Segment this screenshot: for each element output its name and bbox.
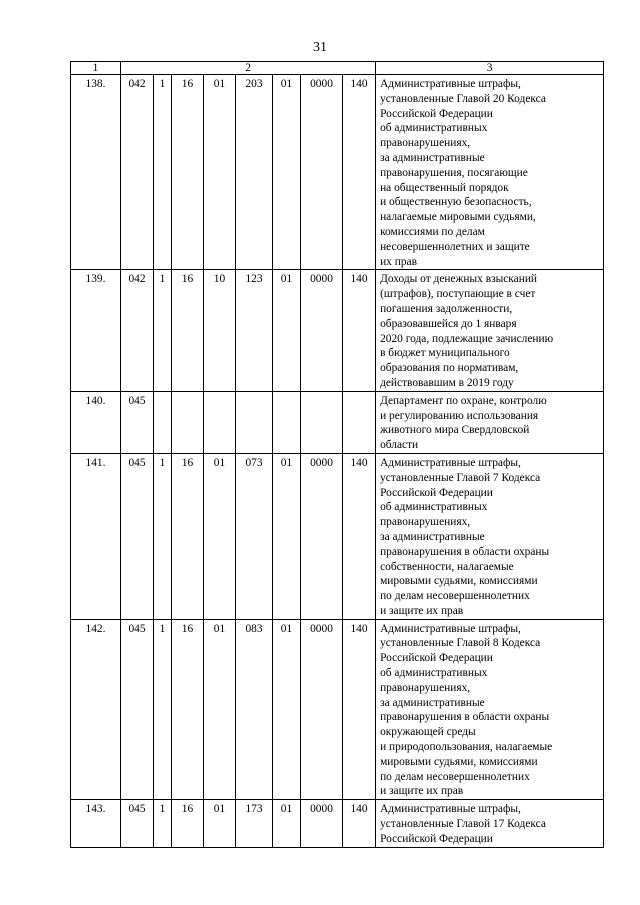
- code-cell: 173: [236, 800, 273, 847]
- table-row: [71, 270, 604, 391]
- description-line: собственности, налагаемые: [380, 560, 514, 573]
- code-cell: 01: [273, 270, 301, 391]
- code-cell: [273, 391, 301, 453]
- table-row: [71, 619, 604, 800]
- code-cell: 1: [154, 270, 172, 391]
- code-cell: 140: [343, 453, 376, 619]
- code-cell: 140: [343, 800, 376, 847]
- code-cell: 1: [154, 453, 172, 619]
- code-cell: 1: [154, 75, 172, 270]
- code-cell: 16: [172, 619, 204, 800]
- table-row: [71, 453, 604, 619]
- description-line: правонарушениях,: [380, 137, 471, 150]
- description-cell: [376, 391, 604, 453]
- description-line: мировыми судьями, комиссиями: [380, 755, 538, 768]
- table-header-row: [71, 62, 604, 75]
- description-line: за административные: [380, 530, 485, 543]
- description-line: и общественную безопасность,: [380, 196, 532, 209]
- description-line: и защите их прав: [380, 785, 464, 798]
- code-cell: 01: [273, 453, 301, 619]
- header-col-3: 3: [376, 62, 604, 75]
- description-line: несовершеннолетних и защите: [380, 240, 530, 253]
- row-number: 138.: [71, 75, 121, 270]
- row-number: 143.: [71, 800, 121, 847]
- description-line: Российской Федерации: [380, 652, 493, 665]
- code-cell: 045: [121, 800, 154, 847]
- code-cell: 0000: [301, 453, 343, 619]
- code-cell: 045: [121, 619, 154, 800]
- description-line: правонарушения, посягающие: [380, 166, 528, 179]
- code-cell: 123: [236, 270, 273, 391]
- description-line: об административных: [380, 667, 488, 680]
- code-cell: 01: [273, 800, 301, 847]
- code-cell: 01: [204, 800, 236, 847]
- header-col-2: 2: [121, 62, 376, 75]
- row-number: 141.: [71, 453, 121, 619]
- description-line: установленные Главой 7 Кодекса: [380, 471, 541, 484]
- description-line: Административные штрафы,: [380, 622, 521, 635]
- code-cell: [204, 391, 236, 453]
- code-cell: 0000: [301, 270, 343, 391]
- description-line: установленные Главой 20 Кодекса: [380, 92, 546, 105]
- description-line: Российской Федерации: [380, 107, 493, 120]
- table-body: [71, 75, 604, 848]
- code-cell: 140: [343, 75, 376, 270]
- description-line: (штрафов), поступающие в счет: [380, 288, 536, 301]
- description-line: об административных: [380, 122, 488, 135]
- description-line: действовавшим в 2019 году: [380, 376, 514, 389]
- description-line: их прав: [380, 255, 417, 268]
- description-line: правонарушения в области охраны: [380, 711, 550, 724]
- code-cell: 16: [172, 800, 204, 847]
- page-number: 31: [313, 40, 327, 55]
- description-line: комиссиями по делам: [380, 225, 485, 238]
- code-cell: 073: [236, 453, 273, 619]
- description-line: Доходы от денежных взысканий: [380, 273, 538, 286]
- table-row: [71, 800, 604, 847]
- description-cell: [376, 75, 604, 270]
- code-cell: 01: [204, 453, 236, 619]
- description-line: по делам несовершеннолетних: [380, 770, 530, 783]
- description-line: Административные штрафы,: [380, 803, 521, 816]
- code-cell: [154, 391, 172, 453]
- code-cell: [236, 391, 273, 453]
- description-line: Департамент по охране, контролю: [380, 394, 547, 407]
- description-line: налагаемые мировыми судьями,: [380, 211, 536, 224]
- description-line: за административные: [380, 696, 485, 709]
- description-line: в бюджет муниципального: [380, 347, 510, 360]
- row-number: 139.: [71, 270, 121, 391]
- code-cell: 16: [172, 453, 204, 619]
- description-line: за административные: [380, 151, 485, 164]
- description-line: по делам несовершеннолетних: [380, 590, 530, 603]
- description-cell: [376, 800, 604, 847]
- code-cell: 0000: [301, 619, 343, 800]
- code-cell: 0000: [301, 800, 343, 847]
- code-cell: 042: [121, 270, 154, 391]
- code-cell: [301, 391, 343, 453]
- description-line: на общественный порядок: [380, 181, 509, 194]
- code-cell: 01: [273, 75, 301, 270]
- table-row: [71, 391, 604, 453]
- description-line: правонарушениях,: [380, 681, 471, 694]
- code-cell: 1: [154, 800, 172, 847]
- code-cell: 16: [172, 270, 204, 391]
- description-line: погашения задолженности,: [380, 302, 513, 315]
- description-line: правонарушения в области охраны: [380, 545, 550, 558]
- description-line: и регулированию использования: [380, 409, 539, 422]
- description-line: Административные штрафы,: [380, 78, 521, 90]
- code-cell: 16: [172, 75, 204, 270]
- code-cell: 045: [121, 453, 154, 619]
- code-cell: 01: [204, 619, 236, 800]
- code-cell: 042: [121, 75, 154, 270]
- description-line: 2020 года, подлежащие зачислению: [380, 332, 554, 345]
- description-line: мировыми судьями, комиссиями: [380, 575, 538, 588]
- budget-codes-table: [70, 61, 604, 848]
- row-number: 142.: [71, 619, 121, 800]
- description-line: об административных: [380, 501, 488, 514]
- code-cell: 1: [154, 619, 172, 800]
- description-line: образования по нормативам,: [380, 362, 519, 375]
- row-number: 140.: [71, 391, 121, 453]
- description-line: правонарушениях,: [380, 516, 471, 529]
- code-cell: 01: [204, 75, 236, 270]
- code-cell: 083: [236, 619, 273, 800]
- description-line: и защите их прав: [380, 604, 464, 617]
- code-cell: 10: [204, 270, 236, 391]
- header-col-1: 1: [71, 62, 121, 75]
- description-line: установленные Главой 17 Кодекса: [380, 818, 546, 831]
- table-row: [71, 75, 604, 270]
- description-line: Российской Федерации: [380, 832, 493, 845]
- description-cell: [376, 619, 604, 800]
- description-line: и природопользования, налагаемые: [380, 741, 553, 754]
- code-cell: 203: [236, 75, 273, 270]
- code-cell: 0000: [301, 75, 343, 270]
- description-line: животного мира Свердловской: [380, 424, 530, 437]
- description-line: установленные Главой 8 Кодекса: [380, 637, 541, 650]
- description-line: образовавшейся до 1 января: [380, 317, 517, 330]
- description-cell: [376, 270, 604, 391]
- code-cell: 140: [343, 619, 376, 800]
- code-cell: [343, 391, 376, 453]
- description-line: окружающей среды: [380, 726, 476, 739]
- code-cell: 045: [121, 391, 154, 453]
- description-line: Российской Федерации: [380, 486, 493, 499]
- code-cell: [172, 391, 204, 453]
- description-line: области: [380, 439, 419, 452]
- code-cell: 140: [343, 270, 376, 391]
- code-cell: 01: [273, 619, 301, 800]
- description-cell: [376, 453, 604, 619]
- description-line: Административные штрафы,: [380, 456, 521, 469]
